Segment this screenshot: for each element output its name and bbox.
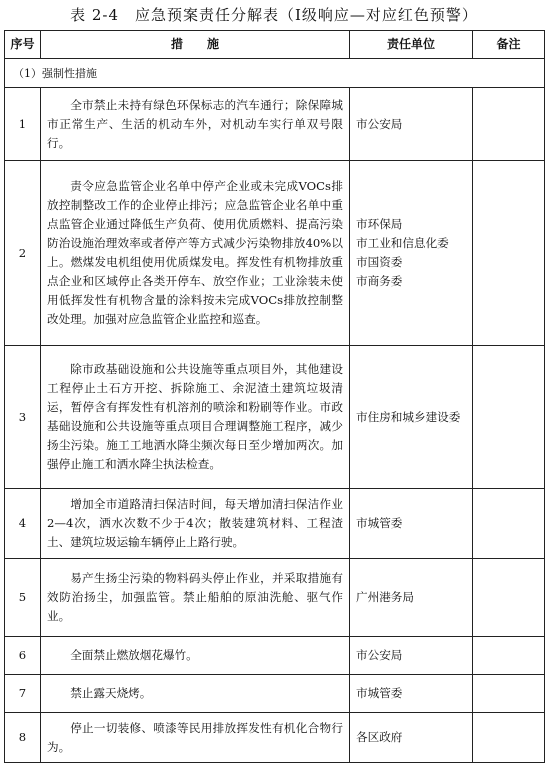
section-label: （1）强制性措施 <box>5 59 545 88</box>
header-measure: 措 施 <box>41 31 350 59</box>
row-unit: 市公安局 <box>350 88 473 161</box>
header-note: 备注 <box>473 31 545 59</box>
header-row <box>5 31 545 59</box>
table-row <box>5 161 545 346</box>
row-unit: 广州港务局 <box>350 559 473 637</box>
row-unit: 市城管委 <box>350 675 473 713</box>
table-row <box>5 637 545 675</box>
row-measure: 责令应急监管企业名单中停产企业或未完成VOCs排放控制整改工作的企业停止排污；应急监管企业名单中重点监管企业通过降低生产负荷、使用优质燃料、提高污染防治设施治理效率或者停产等方式减少污染物排放40%以上。燃煤发电机组使用优质煤发电。挥发性有机物排放重点企业和区域停止各类开停车、放空作业；工业涂装未使用低挥发性有机物含量的涂料按未完成VOCs排放控制整改处理。加强对应急监管企业监控和巡查。 <box>41 161 350 346</box>
header-unit: 责任单位 <box>350 31 473 59</box>
row-unit: 各区政府 <box>350 713 473 763</box>
row-note <box>473 559 545 637</box>
row-measure: 增加全市道路清扫保洁时间，每天增加清扫保洁作业2—4次，洒水次数不少于4次；散装建筑材料、工程渣土、建筑垃圾运输车辆停止上路行驶。 <box>41 489 350 559</box>
table-row <box>5 88 545 161</box>
row-no: 2 <box>5 161 41 346</box>
row-unit: 市城管委 <box>350 489 473 559</box>
table-row <box>5 489 545 559</box>
row-note <box>473 489 545 559</box>
row-note <box>473 161 545 346</box>
row-note <box>473 675 545 713</box>
row-no: 8 <box>5 713 41 763</box>
table-row <box>5 559 545 637</box>
row-no: 4 <box>5 489 41 559</box>
row-no: 1 <box>5 88 41 161</box>
row-measure: 禁止露天烧烤。 <box>41 675 350 713</box>
row-no: 6 <box>5 637 41 675</box>
row-note <box>473 346 545 489</box>
row-no: 5 <box>5 559 41 637</box>
row-no: 7 <box>5 675 41 713</box>
row-unit: 市公安局 <box>350 637 473 675</box>
table-row <box>5 346 545 489</box>
table-row <box>5 713 545 763</box>
row-unit: 市住房和城乡建设委 <box>350 346 473 489</box>
row-note <box>473 713 545 763</box>
row-measure: 易产生扬尘污染的物料码头停止作业，并采取措施有效防治扬尘，加强监管。禁止船舶的原油洗舱、驱气作业。 <box>41 559 350 637</box>
row-note <box>473 637 545 675</box>
row-measure: 全面禁止燃放烟花爆竹。 <box>41 637 350 675</box>
header-no: 序号 <box>5 31 41 59</box>
responsibility-table <box>4 30 545 763</box>
row-no: 3 <box>5 346 41 489</box>
row-note <box>473 88 545 161</box>
table-title: 表 2-4 应急预案责任分解表（Ⅰ级响应—对应红色预警） <box>70 6 478 24</box>
row-unit: 市环保局 市工业和信息化委 市国资委 市商务委 <box>350 161 473 346</box>
row-measure: 停止一切装修、喷漆等民用排放挥发性有机化合物行为。 <box>41 713 350 763</box>
table-row <box>5 675 545 713</box>
section-row <box>5 59 545 88</box>
row-measure: 除市政基础设施和公共设施等重点项目外，其他建设工程停止土石方开挖、拆除施工、余泥渣土建筑垃圾清运，暂停含有挥发性有机溶剂的喷涂和粉刷等作业。市政基础设施和公共设施等重点项目合理调整施工程序，减少扬尘污染。施工工地洒水降尘频次每日至少增加两次。加强停止施工和洒水降尘执法检查。 <box>41 346 350 489</box>
row-measure: 全市禁止未持有绿色环保标志的汽车通行；除保障城市正常生产、生活的机动车外，对机动车实行单双号限行。 <box>41 88 350 161</box>
